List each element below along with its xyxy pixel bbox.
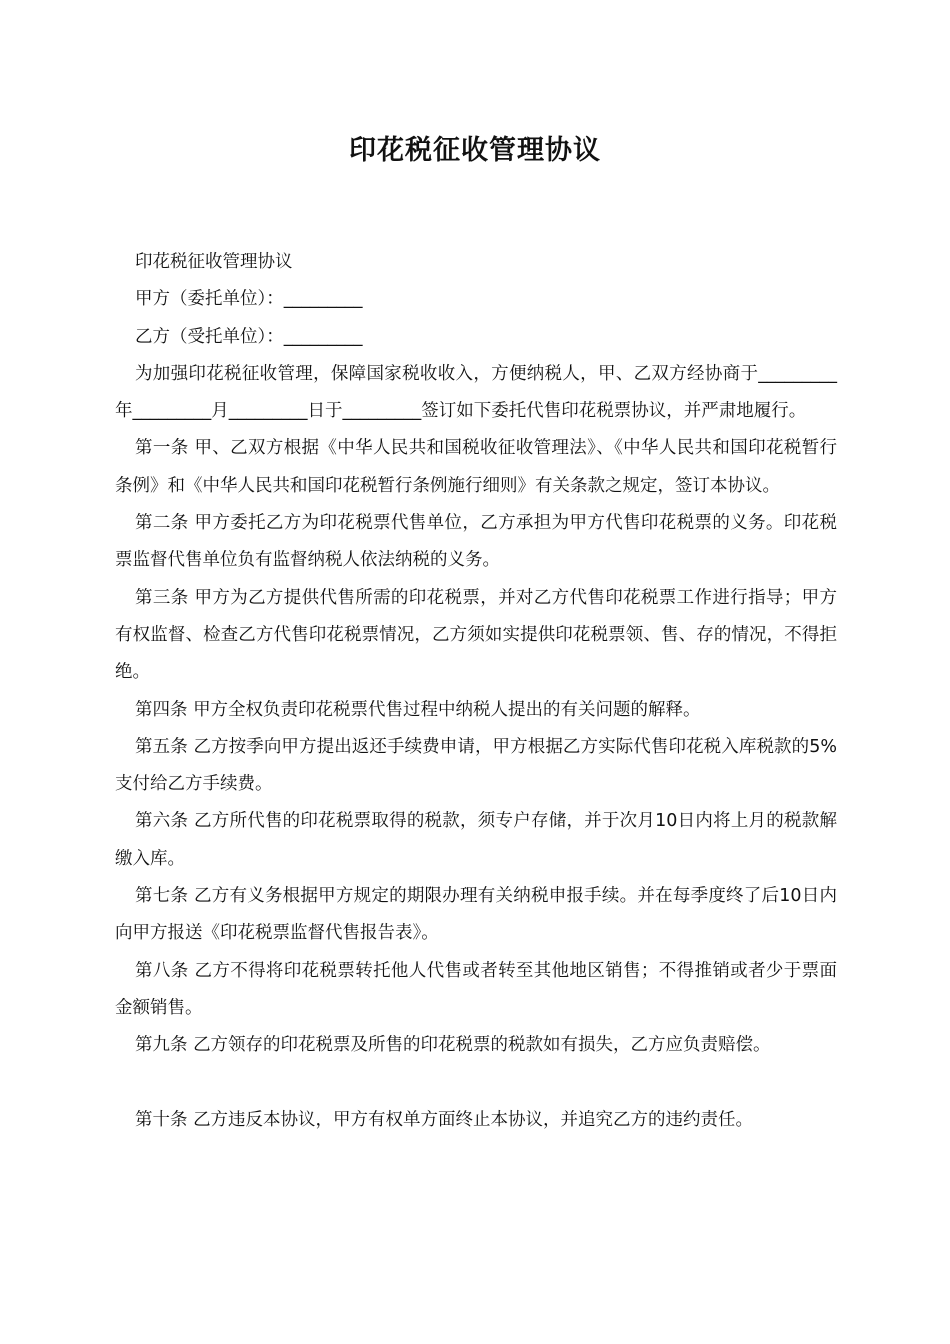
article-2: 第二条 甲方委托乙方为印花税票代售单位，乙方承担为甲方代售印花税票的义务。印花税票监督代售单位负有监督纳税人依法纳税的义务。 — [115, 513, 837, 571]
article-5: 第五条 乙方按季向甲方提出返还手续费申请，甲方根据乙方实际代售印花税入库税款的5%支付给乙方手续费。 — [115, 736, 837, 795]
article-1: 第一条 甲、乙双方根据《中华人民共和国税收征收管理法》、《中华人民共和国印花税暂行条例》和《中华人民共和国印花税暂行条例施行细则》有关条款之规定，签订本协议。 — [115, 438, 837, 496]
document-title: 印花税征收管理协议 — [349, 135, 601, 166]
paragraph-heading: 印花税征收管理协议 — [135, 252, 293, 272]
preamble-paragraph: 为加强印花税征收管理，保障国家税收收入，方便纳税人，甲、乙双方经协商于_________年_________月_________日于_________签订如下委托代售印花税票协议，并严肃地履行。 — [115, 363, 837, 422]
article-7: 第七条 乙方有义务根据甲方规定的期限办理有关纳税申报手续。并在每季度终了后10日内向甲方报送《印花税票监督代售报告表》。 — [115, 886, 837, 944]
article-4: 第四条 甲方全权负责印花税票代售过程中纳税人提出的有关问题的解释。 — [135, 699, 701, 720]
article-3: 第三条 甲方为乙方提供代售所需的印花税票，并对乙方代售印花税票工作进行指导；甲方有权监督、检查乙方代售印花税票情况，乙方须如实提供印花税票领、售、存的情况，不得拒绝。 — [115, 587, 837, 683]
article-10: 第十条 乙方违反本协议，甲方有权单方面终止本协议，并追究乙方的违约责任。 — [135, 1109, 754, 1130]
party-a-line: 甲方（委托单位）：_________ — [135, 289, 363, 310]
article-8: 第八条 乙方不得将印花税票转托他人代售或者转至其他地区销售；不得推销或者少于票面金额销售。 — [115, 960, 837, 1018]
article-9: 第九条 乙方领存的印花税票及所售的印花税票的税款如有损失，乙方应负责赔偿。 — [135, 1035, 771, 1056]
party-b-line: 乙方（受托单位）：_________ — [135, 326, 363, 347]
document-body — [115, 244, 837, 1139]
article-6: 第六条 乙方所代售的印花税票取得的税款，须专户存储，并于次月10日内将上月的税款解缴入库。 — [115, 811, 837, 869]
